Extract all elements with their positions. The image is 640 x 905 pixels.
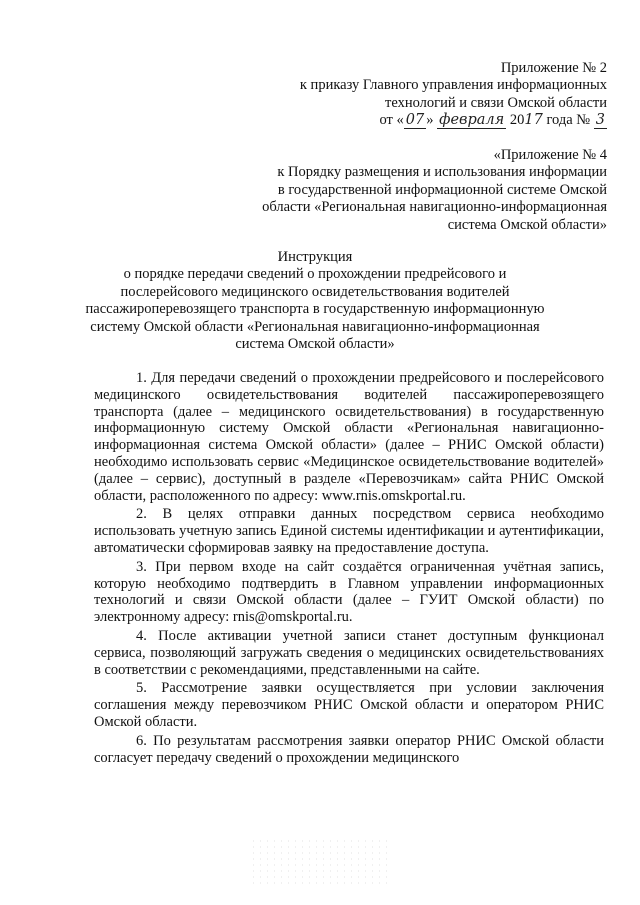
appendix-main-line3: технологий и связи Омской области [385,94,607,111]
paragraph-5: 5. Рассмотрение заявки осуществляется при условии заключения соглашения между перевозчиком РНИС Омской области и оператором РНИС Омской области. [94,680,604,730]
title-line2: послерейсового медицинского освидетельствования водителей [120,283,510,300]
paragraph-2: 2. В целях отправки данных посредством сервиса необходимо использовать учетную запись Единой системы идентификации и аутентификации, автоматически сформировав заявку на предоставление доступа. [94,506,604,556]
date-prefix: от « [379,112,404,129]
date-mid: » [426,112,434,129]
appendix-sub-line3: в государственной информационной системе Омской [277,181,607,198]
scan-noise [250,838,390,888]
title-heading: Инструкция [277,249,353,265]
paragraph-4: 4. После активации учетной записи станет доступным функционал сервиса, позволяющий загружать сведения о медицинских освидетельствованиях в соответствии с рекомендациями, представленными на сайте. [94,627,604,678]
title-line5: система Омской области» [235,336,395,353]
appendix-main-header [300,60,607,130]
appendix-sub-header [262,147,607,234]
date-month-handwritten: февраля [439,112,505,129]
title-line1: о порядке передачи сведений о прохождении предрейсового и [123,266,507,283]
appendix-sub-line1: «Приложение № 4 [493,147,607,163]
appendix-sub-line4: области «Региональная навигационно-информационная [262,199,607,216]
order-number-handwritten: 3 [595,112,605,129]
appendix-main-line1: Приложение № 2 [500,60,607,76]
instruction-body [94,370,604,768]
date-year-handwritten: 17 [524,112,543,129]
appendix-main-line2: к приказу Главного управления информационных [299,77,607,94]
title-line3: пассажироперевозящего транспорта в государственную информационную [85,301,545,318]
date-day-handwritten: 07 [405,112,425,129]
date-year-prefix: 20 [509,112,525,129]
paragraph-3: 3. При первом входе на сайт создаётся ограниченная учётная запись, которую необходимо подтвердить в Главном управлении информационных технологий и связи Омской области (далее – ГУИТ Омской области) по электронному адресу: rnis@omskportal.ru. [94,558,604,626]
appendix-sub-line2: к Порядку размещения и использования информации [277,164,607,181]
instruction-title [80,249,550,353]
paragraph-1: 1. Для передачи сведений о прохождении предрейсового и послерейсового медицинского освидетельствования водителей пассажироперевозящего транспорта (далее – медицинского освидетельствования) в государственную информационную систему Омской области «Региональная навигационно-информационная система Омской области» (далее – РНИС Омской области) необходимо использовать сервис «Медицинское освидетельствование водителей» (далее – сервис), доступный в разделе «Перевозчикам» сайта РНИС Омской области, расположенного по адресу: www.rnis.omskportal.ru. [94,370,604,504]
appendix-main-date-line [300,112,607,129]
paragraph-6: 6. По результатам рассмотрения заявки оператор РНИС Омской области согласует передачу сведений о прохождении медицинского [94,732,604,766]
title-line4: систему Омской области «Региональная навигационно-информационная [90,318,540,335]
appendix-sub-line5: система Омской области» [447,216,607,233]
date-year-word: года № [546,112,591,129]
